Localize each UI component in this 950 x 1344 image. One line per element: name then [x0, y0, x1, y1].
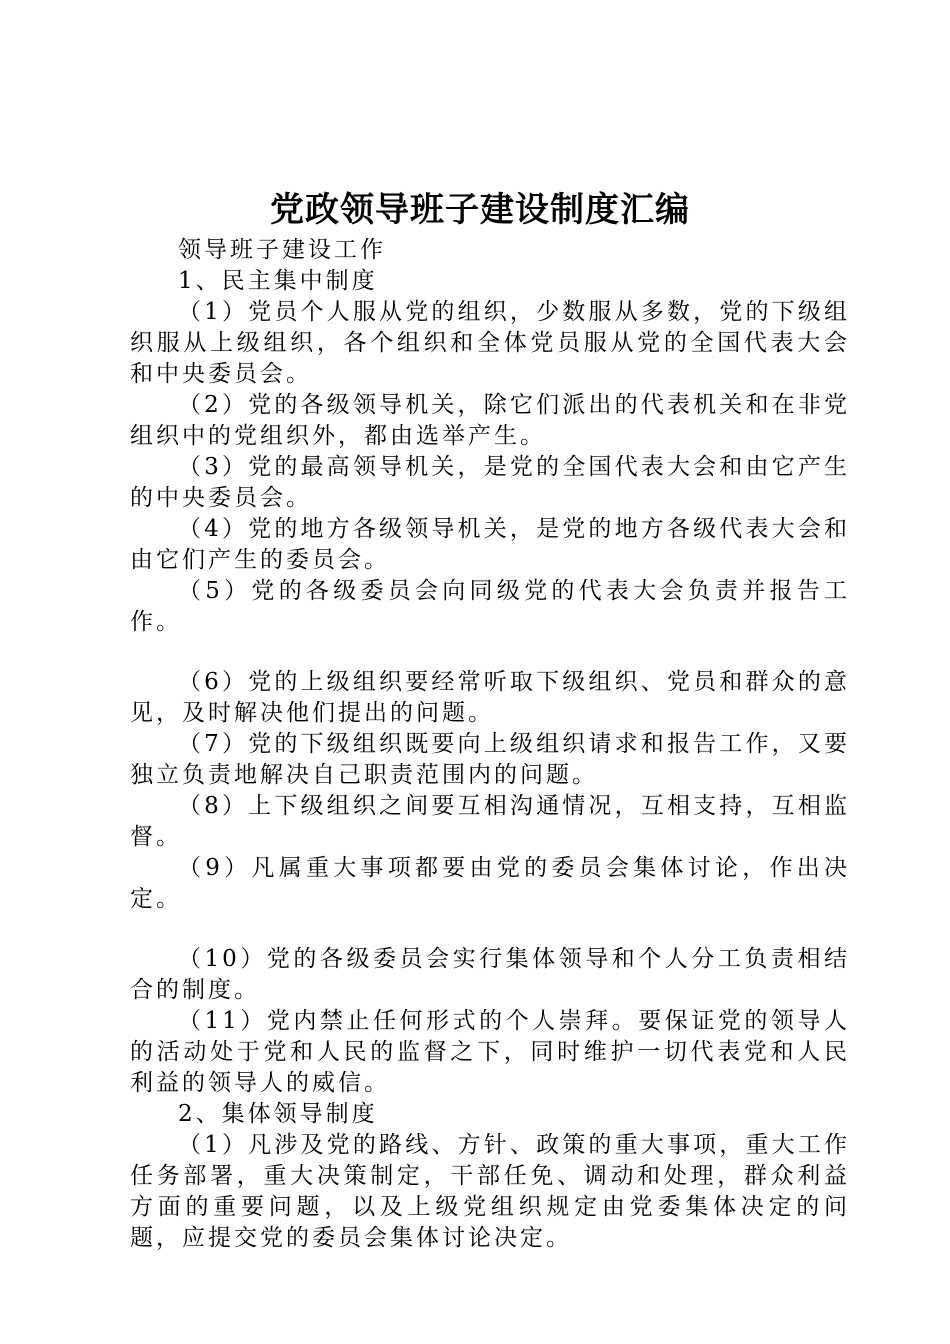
section-heading: 领导班子建设工作	[178, 237, 386, 263]
paragraph: （10）党的各级委员会实行集体领导和个人分工负责相结合的制度。	[130, 946, 850, 1003]
paragraph: （5）党的各级委员会向同级党的代表大会负责并报告工作。	[130, 578, 850, 635]
paragraph: （2）党的各级领导机关，除它们派出的代表机关和在非党组织中的党组织外，都由选举产生。	[130, 392, 850, 449]
paragraph: （7）党的下级组织既要向上级组织请求和报告工作，又要独立负责地解决自己职责范围内的问题。	[130, 731, 850, 788]
document-title: 党政领导班子建设制度汇编	[270, 190, 690, 230]
paragraph: （1）凡涉及党的路线、方针、政策的重大事项，重大工作任务部署，重大决策制定，干部任免、调动和处理，群众利益方面的重要问题，以及上级党组织规定由党委集体决定的问题，应提交党的委员会集体讨论决定。	[130, 1132, 850, 1251]
blank-line	[130, 915, 850, 944]
paragraph: （8）上下级组织之间要互相沟通情况，互相支持，互相监督。	[130, 793, 850, 850]
paragraph: （4）党的地方各级领导机关，是党的地方各级代表大会和由它们产生的委员会。	[130, 516, 850, 573]
section-heading: 2、集体领导制度	[178, 1101, 378, 1127]
paragraph: （6）党的上级组织要经常听取下级组织、党员和群众的意见，及时解决他们提出的问题。	[130, 669, 850, 726]
paragraph: （9）凡属重大事项都要由党的委员会集体讨论，作出决定。	[130, 855, 850, 912]
paragraph: （3）党的最高领导机关，是党的全国代表大会和由它产生的中央委员会。	[130, 454, 850, 511]
paragraph: （1）党员个人服从党的组织，少数服从多数，党的下级组织服从上级组织，各个组织和全体党员服从党的全国代表大会和中央委员会。	[130, 299, 850, 387]
blank-line	[130, 638, 850, 667]
section-heading: 1、民主集中制度	[178, 268, 378, 294]
document-body	[130, 235, 850, 1254]
paragraph: （11）党内禁止任何形式的个人崇拜。要保证党的领导人的活动处于党和人民的监督之下，同时维护一切代表党和人民利益的领导人的威信。	[130, 1008, 850, 1096]
